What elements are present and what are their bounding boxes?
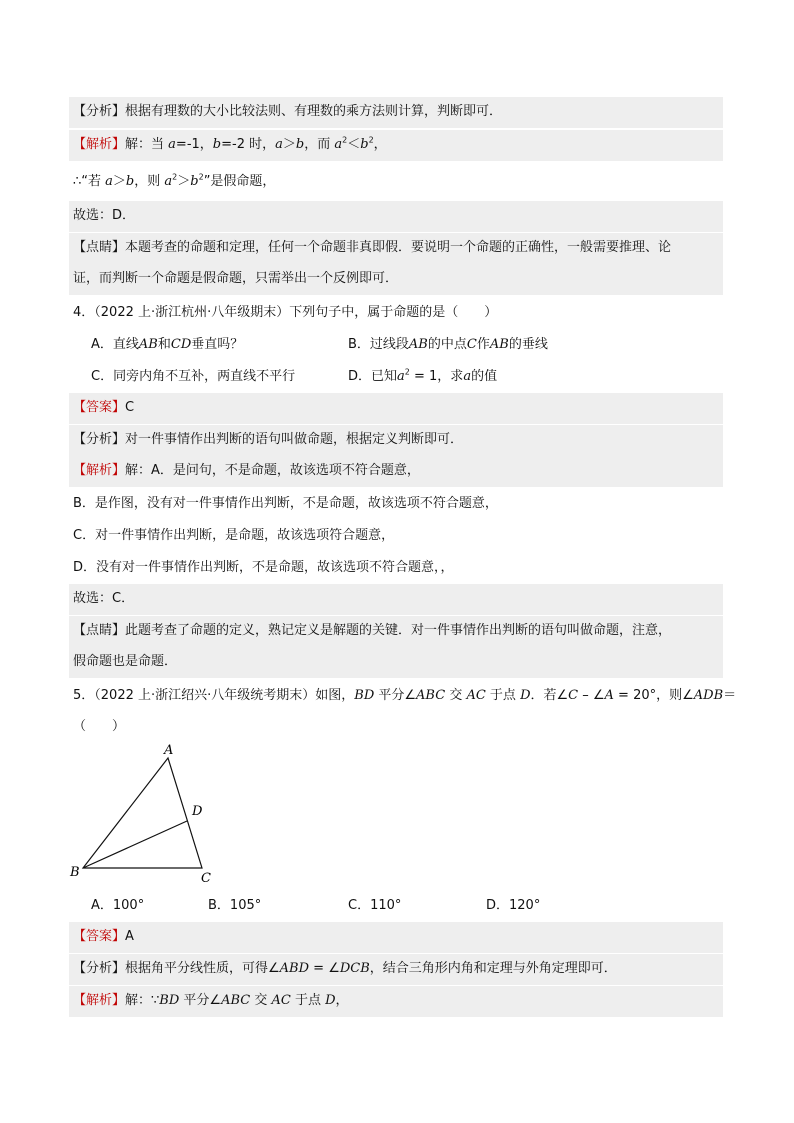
math-var: D [520, 688, 531, 703]
math-var: b [190, 174, 199, 189]
math-var: A [604, 688, 614, 703]
solution-text: 平分∠ [179, 993, 222, 1008]
math-var: a [105, 174, 113, 189]
analysis-text: ，结合三角形内角和定理与外角定理即可． [369, 961, 617, 976]
comment-label: 【点睛】 [73, 623, 126, 638]
question-stem: （ ） [73, 719, 126, 734]
option-text: D．已知 [348, 369, 398, 384]
q3-solution-line [69, 130, 723, 161]
math-var: ADB [693, 688, 724, 703]
analysis-text: 根据角平分线性质，可得∠ [125, 961, 280, 976]
answer-label: 【答案】 [73, 400, 126, 415]
exponent: 2 [198, 172, 204, 182]
question-stem: ．若∠ [530, 688, 569, 703]
math-op: = ∠ [309, 961, 340, 976]
question-stem: 于点 [485, 688, 521, 703]
option-text: B．过线段 [348, 337, 409, 352]
option-text: 垂直吗？ [191, 337, 244, 352]
solution-text: ∴“若 [73, 174, 106, 189]
comment-text: 证，而判断一个命题是假命题，只需举出一个反例即可． [73, 271, 399, 286]
math-var: b [360, 137, 369, 152]
exponent: 2 [172, 172, 178, 182]
solution-label: 【解析】 [73, 137, 126, 152]
solution-text: 解：∵ [125, 993, 160, 1008]
q5-stem-line-2 [69, 712, 723, 743]
vertex-c-label: C [201, 871, 211, 886]
choose-text: 故选：C． [73, 591, 135, 606]
q4-solution-line-1 [69, 456, 723, 487]
q5-option-a [91, 897, 144, 915]
vertex-b-label: B [70, 865, 80, 880]
math-var: AB [408, 337, 428, 352]
q4-option-c [91, 368, 295, 386]
q4-choose-line [69, 584, 723, 615]
solution-text: B．是作图，没有对一件事情作出判断，不是命题，故该选项不符合题意， [73, 496, 498, 511]
solution-label: 【解析】 [73, 993, 126, 1008]
math-var: C [466, 337, 477, 352]
answer-label: 【答案】 [73, 929, 126, 944]
q4-option-d [348, 368, 497, 386]
comment-text: 此题考查了命题的定义，熟记定义是解题的关键．对一件事情作出判断的语句叫做命题，注意， [125, 623, 672, 638]
math-var: ABD [279, 961, 310, 976]
q4-answer-line [69, 393, 723, 424]
math-var: BD [159, 993, 180, 1008]
solution-text: =-1， [175, 137, 213, 152]
math-var: b [212, 137, 222, 152]
q3-comment-line-2 [69, 264, 723, 295]
option-text: A．直线 [91, 337, 139, 352]
solution-text: ， [335, 993, 349, 1008]
q4-analysis-line [69, 425, 723, 456]
analysis-label: 【分析】 [73, 432, 126, 447]
analysis-label: 【分析】 [73, 961, 126, 976]
q4-solution-line-3 [69, 521, 723, 552]
bisector-bd [83, 821, 187, 868]
solution-text: ，而 [304, 137, 335, 152]
math-var: a [397, 369, 405, 384]
q4-option-b [348, 336, 548, 354]
option-text: B．105° [208, 898, 262, 913]
analysis-text: 根据有理数的大小比较法则、有理数的乘方法则计算，判断即可． [125, 104, 503, 119]
vertex-a-label: A [164, 743, 174, 758]
exponent: 2 [368, 135, 374, 145]
math-var: b [125, 174, 135, 189]
math-var: ABC [221, 993, 251, 1008]
math-var: AB [138, 337, 158, 352]
question-stem: 5．（2022 上·浙江绍兴·八年级统考期末）如图， [73, 688, 355, 703]
q3-solution-line-2 [69, 167, 723, 198]
q4-option-a [91, 336, 243, 354]
solution-text: ，则 [134, 174, 165, 189]
question-stem: 4．（2022 上·浙江杭州·八年级期末）下列句子中，属于命题的是（ ） [73, 305, 498, 320]
question-stem: 交 [445, 688, 467, 703]
solution-text: C．对一件事情作出判断，是命题，故该选项符合题意， [73, 528, 395, 543]
exponent: 2 [342, 135, 348, 145]
analysis-label: 【分析】 [73, 104, 126, 119]
solution-text: 交 [250, 993, 272, 1008]
q4-stem [69, 298, 723, 329]
solution-text: ”是假命题， [203, 174, 276, 189]
comment-text: 本题考查的命题和定理，任何一个命题非真即假．要说明一个命题的正确性，一般需要推理、论 [125, 240, 672, 255]
math-op: ＜ [347, 137, 361, 152]
answer-value: A [125, 929, 134, 944]
q3-comment-line [69, 233, 723, 264]
answer-value: C [125, 400, 135, 415]
q5-solution-line [69, 986, 723, 1017]
triangle-figure [66, 742, 226, 888]
solution-text: D．没有对一件事情作出判断，不是命题，故该选项不符合题意，， [73, 560, 454, 575]
math-var: D [325, 993, 336, 1008]
question-stem: = 20°，则∠ [613, 688, 694, 703]
math-var: C [568, 688, 579, 703]
choose-text: 故选：D． [73, 208, 136, 223]
solution-text: 解：当 [125, 137, 169, 152]
q5-option-d [486, 897, 540, 915]
math-var: BD [354, 688, 375, 703]
math-var: b [295, 137, 305, 152]
math-var: AC [466, 688, 486, 703]
triangle-abc [83, 758, 202, 868]
math-var: ABC [416, 688, 446, 703]
option-text: 的中点 [427, 337, 467, 352]
math-var: DCB [339, 961, 370, 976]
option-text: C．110° [348, 898, 402, 913]
math-op: ＞ [112, 174, 126, 189]
q5-option-c [348, 897, 401, 915]
option-text: = 1，求 [409, 369, 464, 384]
analysis-text: 对一件事情作出判断的语句叫做命题，根据定义判断即可． [125, 432, 464, 447]
q4-comment-line [69, 616, 723, 647]
math-var: CD [170, 337, 192, 352]
math-var: a [334, 137, 343, 152]
q4-comment-line-2 [69, 647, 723, 678]
q5-option-b [208, 897, 261, 915]
option-text: 和 [157, 337, 171, 352]
point-d-label: D [192, 804, 203, 819]
q5-analysis-line [69, 954, 723, 985]
option-text: C．同旁内角不互补，两直线不平行 [91, 369, 296, 384]
math-var: a [164, 174, 173, 189]
math-op: ＞ [177, 174, 191, 189]
math-var: AB [489, 337, 509, 352]
solution-text: 于点 [290, 993, 326, 1008]
comment-label: 【点睛】 [73, 240, 126, 255]
math-var: a [463, 369, 472, 384]
option-text: D．120° [486, 898, 541, 913]
solution-text: =-2 时， [221, 137, 276, 152]
q5-answer-line [69, 922, 723, 953]
q4-solution-line-4 [69, 553, 723, 584]
math-var: AC [271, 993, 291, 1008]
math-var: a [168, 137, 176, 152]
q5-stem [69, 681, 737, 712]
comment-text: 假命题也是命题． [73, 654, 178, 669]
q4-solution-line-2 [69, 489, 723, 520]
question-stem: 平分∠ [374, 688, 417, 703]
option-text: 的值 [471, 369, 498, 384]
exponent: 2 [404, 367, 410, 377]
solution-text: ， [373, 137, 387, 152]
math-op: ＞ [282, 137, 296, 152]
math-op: ＝ [723, 688, 737, 703]
math-op: – ∠ [578, 688, 605, 703]
option-text: A．100° [91, 898, 145, 913]
q3-choose-line [69, 201, 723, 232]
option-text: 的垂线 [508, 337, 548, 352]
solution-label: 【解析】 [73, 463, 126, 478]
q3-analysis-line [69, 97, 723, 128]
math-var: a [275, 137, 283, 152]
option-text: 作 [476, 337, 490, 352]
solution-text: 解：A．是问句，不是命题，故该选项不符合题意， [125, 463, 420, 478]
